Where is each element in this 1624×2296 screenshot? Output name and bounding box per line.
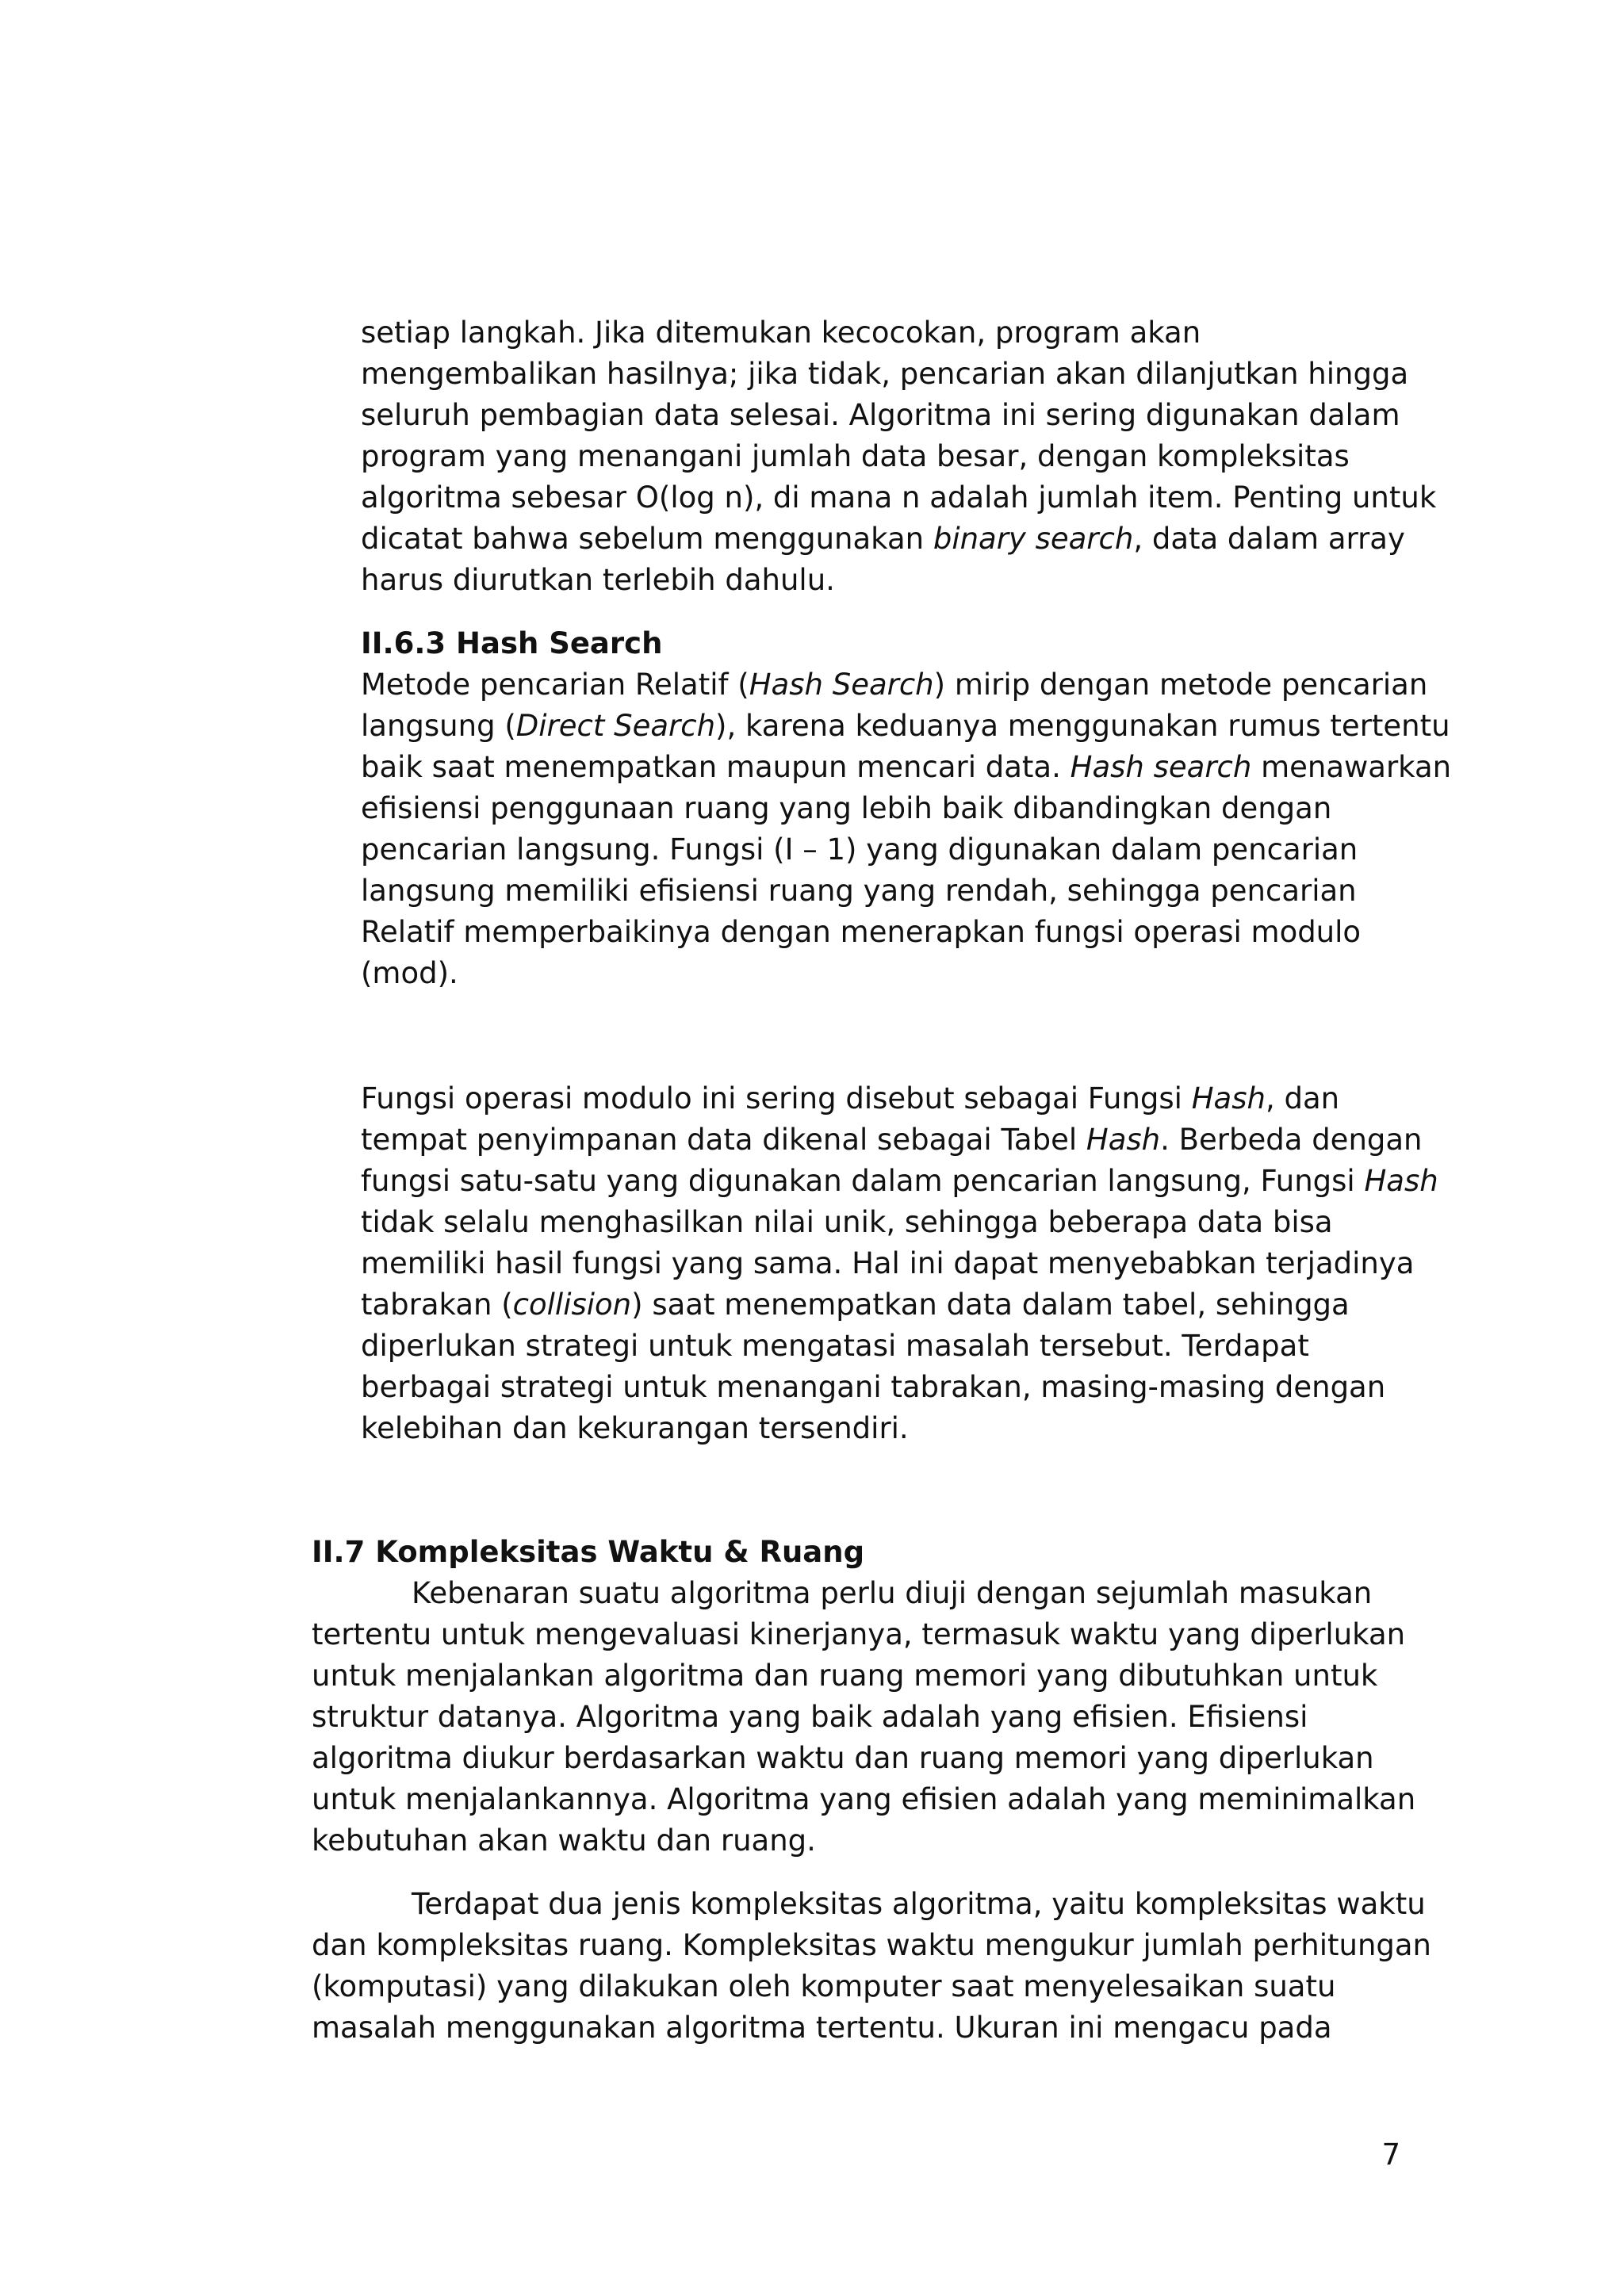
- paragraph-hash-function: [361, 1078, 1438, 1449]
- text-run: , data dalam array: [1133, 522, 1405, 556]
- text-line: [361, 747, 1451, 788]
- text-run: , dan: [1265, 1081, 1340, 1115]
- text-line: algoritma sebesar O(log n), di mana n adalah jumlah item. Penting untuk: [361, 480, 1437, 515]
- section-complexity: [312, 1532, 1415, 1862]
- section-heading: II.6.3 Hash Search: [361, 626, 663, 660]
- text-run: fungsi satu-satu yang digunakan dalam pencarian langsung, Fungsi: [361, 1164, 1365, 1198]
- text-run: tempat penyimpanan data dikenal sebagai Tabel: [361, 1123, 1086, 1157]
- text-line: [361, 706, 1451, 747]
- text-run: langsung (: [361, 709, 516, 743]
- text-line: kebutuhan akan waktu dan ruang.: [312, 1823, 816, 1858]
- text-line: seluruh pembagian data selesai. Algoritma ini sering digunakan dalam: [361, 398, 1400, 432]
- text-line: memiliki hasil fungsi yang sama. Hal ini dapat menyebabkan terjadinya: [361, 1246, 1415, 1280]
- text-line: (mod).: [361, 956, 458, 990]
- text-line: pencarian langsung. Fungsi (I – 1) yang digunakan dalam pencarian: [361, 832, 1358, 867]
- italic-term: Hash: [1191, 1081, 1266, 1115]
- text-line: langsung memiliki efisiensi ruang yang rendah, sehingga pencarian: [361, 874, 1357, 908]
- italic-term: collision: [512, 1288, 632, 1322]
- italic-term: Hash Search: [749, 668, 934, 702]
- text-line: [361, 1119, 1438, 1161]
- text-line: [361, 664, 1451, 706]
- text-line: harus diurutkan terlebih dahulu.: [361, 563, 835, 597]
- section-heading: II.7 Kompleksitas Waktu & Ruang: [312, 1535, 865, 1569]
- text-line: mengembalikan hasilnya; jika tidak, pencarian akan dilanjutkan hingga: [361, 357, 1409, 391]
- text-line: [361, 1161, 1438, 1202]
- text-line: Kebenaran suatu algoritma perlu diuji dengan sejumlah masukan: [412, 1576, 1373, 1610]
- text-line: berbagai strategi untuk menangani tabrakan, masing-masing dengan: [361, 1370, 1386, 1404]
- text-line: untuk menjalankannya. Algoritma yang efisien adalah yang meminimalkan: [312, 1782, 1416, 1816]
- text-line: diperlukan strategi untuk mengatasi masalah tersebut. Terdapat: [361, 1329, 1309, 1363]
- text-run: ) saat menempatkan data dalam tabel, sehingga: [631, 1288, 1350, 1322]
- text-run: ), karena keduanya menggunakan rumus tertentu: [715, 709, 1450, 743]
- text-line: kelebihan dan kekurangan tersendiri.: [361, 1411, 909, 1445]
- text-run: Metode pencarian Relatif (: [361, 668, 749, 702]
- text-line: [361, 1078, 1438, 1119]
- text-line: tertentu untuk mengevaluasi kinerjanya, termasuk waktu yang diperlukan: [312, 1617, 1406, 1651]
- paragraph-binary-search-end: [361, 312, 1436, 601]
- italic-term: Direct Search: [515, 709, 716, 743]
- section-hash-search: [361, 623, 1451, 994]
- italic-term: binary search: [933, 522, 1134, 556]
- text-line: Relatif memperbaikinya dengan menerapkan fungsi operasi modulo: [361, 915, 1362, 949]
- paragraph-complexity-types: [312, 1884, 1431, 2049]
- text-line: (komputasi) yang dilakukan oleh komputer saat menyelesaikan suatu: [312, 1969, 1336, 2003]
- text-line: [361, 519, 1436, 560]
- text-line: Terdapat dua jenis kompleksitas algoritma, yaitu kompleksitas waktu: [412, 1887, 1426, 1921]
- text-line: struktur datanya. Algoritma yang baik adalah yang efisien. Efisiensi: [312, 1700, 1308, 1734]
- text-run: baik saat menempatkan maupun mencari data.: [361, 750, 1071, 784]
- text-run: ) mirip dengan metode pencarian: [933, 668, 1428, 702]
- text-line: efisiensi penggunaan ruang yang lebih baik dibandingkan dengan: [361, 791, 1332, 825]
- text-line: [361, 1284, 1438, 1326]
- text-line: setiap langkah. Jika ditemukan kecocokan, program akan: [361, 316, 1201, 350]
- text-line: program yang menangani jumlah data besar, dengan kompleksitas: [361, 439, 1350, 473]
- italic-term: Hash search: [1070, 750, 1252, 784]
- text-line: tidak selalu menghasilkan nilai unik, sehingga beberapa data bisa: [361, 1205, 1333, 1239]
- text-run: tabrakan (: [361, 1288, 513, 1322]
- page-number: 7: [1381, 2137, 1400, 2172]
- text-run: menawarkan: [1251, 750, 1452, 784]
- text-run: dicatat bahwa sebelum menggunakan: [361, 522, 933, 556]
- italic-term: Hash: [1364, 1164, 1438, 1198]
- text-line: untuk menjalankan algoritma dan ruang memori yang dibutuhkan untuk: [312, 1659, 1378, 1693]
- italic-term: Hash: [1086, 1123, 1161, 1157]
- text-run: Fungsi operasi modulo ini sering disebut sebagai Fungsi: [361, 1081, 1192, 1115]
- text-line: masalah menggunakan algoritma tertentu. Ukuran ini mengacu pada: [312, 2011, 1332, 2045]
- text-line: dan kompleksitas ruang. Kompleksitas waktu mengukur jumlah perhitungan: [312, 1928, 1431, 1962]
- text-run: . Berbeda dengan: [1160, 1123, 1423, 1157]
- text-line: algoritma diukur berdasarkan waktu dan ruang memori yang diperlukan: [312, 1741, 1374, 1775]
